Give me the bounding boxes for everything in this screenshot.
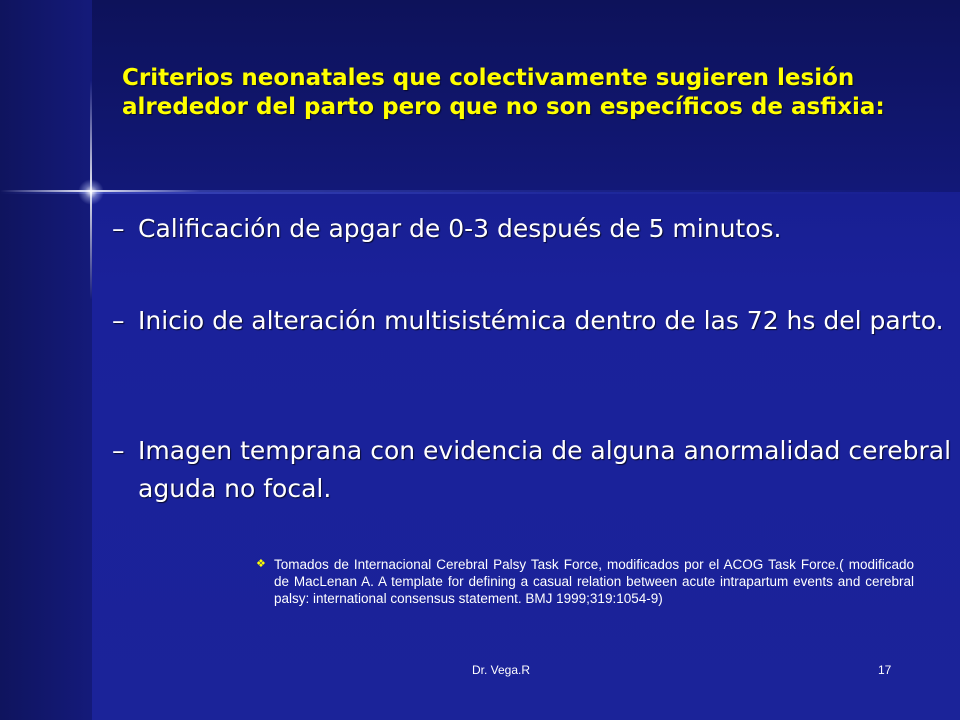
bullet-text: Imagen temprana con evidencia de alguna anormalidad cerebral aguda no focal. bbox=[138, 436, 952, 503]
bullet-text: Calificación de apgar de 0-3 después de 5 minutos. bbox=[138, 214, 782, 243]
reference-note bbox=[256, 556, 914, 607]
slide-title: Criterios neonatales que colectivamente sugieren lesión alrededor del parto pero que no son específicos de asfixia: bbox=[122, 65, 885, 120]
diamond-icon: ❖ bbox=[256, 558, 266, 570]
footer-author: Dr. Vega.R bbox=[472, 663, 531, 677]
bullet-item bbox=[100, 432, 958, 508]
sparkle-icon bbox=[78, 179, 104, 205]
dash-bullet: – bbox=[112, 214, 125, 243]
left-band bbox=[0, 0, 92, 720]
bullet-item bbox=[100, 210, 958, 248]
page-number: 17 bbox=[878, 663, 892, 677]
dash-bullet: – bbox=[112, 436, 125, 465]
dash-bullet: – bbox=[112, 306, 125, 335]
bullet-item bbox=[100, 302, 958, 340]
bullet-text: Inicio de alteración multisistémica dentro de las 72 hs del parto. bbox=[138, 306, 944, 335]
reference-text: Tomados de Internacional Cerebral Palsy Task Force, modificados por el ACOG Task Force.( modificado de MacLenan A. A template for defining a casual relation between acute intrapartum events and cerebral palsy: international consensus statement. BMJ 1999;319:1054-9) bbox=[274, 557, 914, 606]
